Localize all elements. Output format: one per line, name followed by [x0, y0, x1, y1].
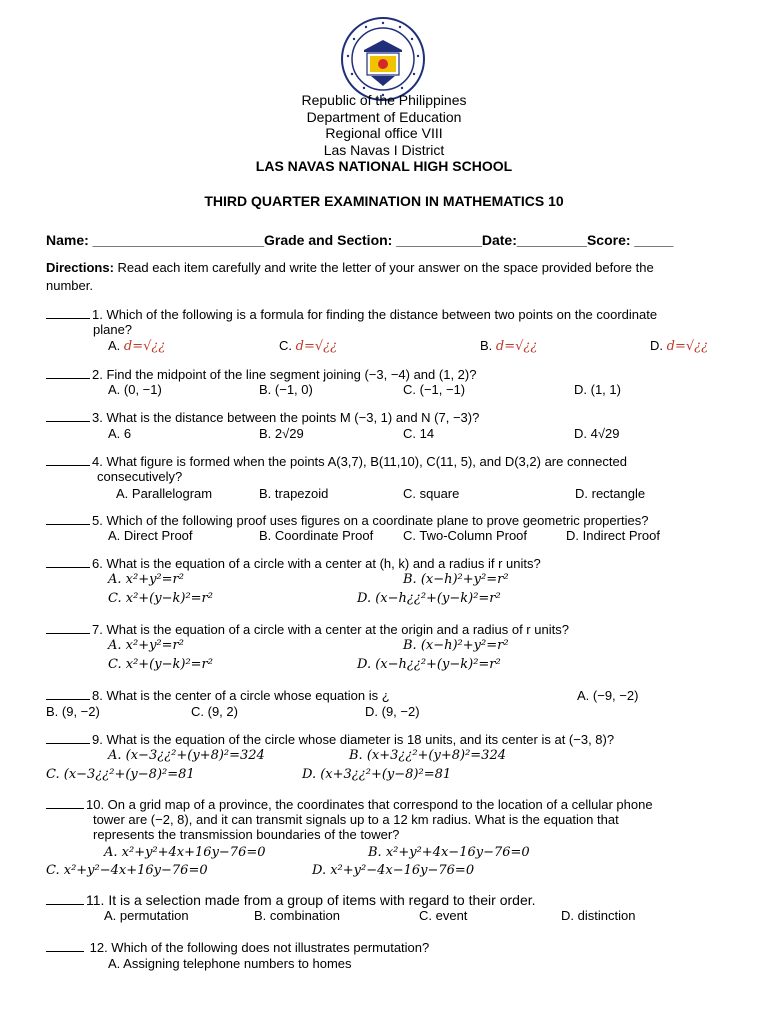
- q8-option-d: D. (9, −2): [365, 704, 420, 719]
- q7-option-d: D. (x−h¿¿²+(y−k)²=r²: [357, 657, 501, 672]
- deped-seal: [340, 16, 426, 102]
- q1-option-a: A. d=√¿¿: [108, 338, 166, 354]
- q2-option-c: C. (−1, −1): [403, 382, 466, 397]
- q10-option-a: A. x²+y²+4x+16y−76=0: [104, 845, 266, 860]
- question-6: 6. What is the equation of a circle with a center at (h, k) and a radius if r units?: [46, 556, 541, 571]
- q7-option-b: B. (x−h)²+y²=r²: [403, 638, 509, 653]
- q9-option-b: B. (x+3¿¿²+(y+8)²=324: [349, 748, 506, 763]
- q4-option-d: D. rectangle: [575, 486, 646, 501]
- answer-blank[interactable]: [46, 513, 90, 525]
- q9-option-d: D. (x+3¿¿²+(y−8)²=81: [302, 767, 452, 782]
- q6-option-c: C. x²+(y−k)²=r²: [108, 591, 213, 606]
- q10-option-d: D. x²+y²−4x−16y−76=0: [312, 863, 475, 878]
- q5-option-a: A. Direct Proof: [108, 528, 193, 543]
- header-department: Department of Education: [306, 109, 462, 125]
- q11-option-c: C. event: [419, 908, 468, 923]
- question-11: 11. It is a selection made from a group of items with regard to their order.: [46, 892, 536, 908]
- q8-option-c: C. (9, 2): [191, 704, 238, 719]
- answer-blank[interactable]: [46, 797, 84, 809]
- question-9: 9. What is the equation of the circle whose diameter is 18 units, and its center is at (−3, 8)?: [46, 732, 614, 747]
- answer-blank[interactable]: [46, 893, 84, 905]
- q5-option-c: C. Two-Column Proof: [403, 528, 528, 543]
- answer-blank[interactable]: [46, 688, 90, 700]
- answer-blank[interactable]: [46, 307, 90, 319]
- q6-option-d: D. (x−h¿¿²+(y−k)²=r²: [357, 591, 501, 606]
- directions-label: Directions:: [46, 260, 114, 275]
- answer-blank[interactable]: [46, 940, 84, 952]
- question-1-cont: plane?: [93, 322, 133, 337]
- answer-blank[interactable]: [46, 556, 90, 568]
- q2-option-b: B. (−1, 0): [259, 382, 313, 397]
- q9-option-c: C. (x−3¿¿²+(y−8)²=81: [46, 767, 195, 782]
- q6-option-b: B. (x−h)²+y²=r²: [403, 572, 509, 587]
- question-4: 4. What figure is formed when the points A(3,7), B(11,10), C(11, 5), and D(3,2) are connected: [46, 454, 627, 469]
- q2-option-a: A. (0, −1): [108, 382, 162, 397]
- answer-blank[interactable]: [46, 410, 90, 422]
- q9-option-a: A. (x−3¿¿²+(y+8)²=324: [108, 748, 265, 763]
- q1-option-d: D. d=√¿¿: [650, 338, 709, 354]
- exam-title: THIRD QUARTER EXAMINATION IN MATHEMATICS 10: [204, 193, 564, 209]
- q11-option-a: A. permutation: [104, 908, 189, 923]
- q7-option-c: C. x²+(y−k)²=r²: [108, 657, 213, 672]
- directions: [46, 260, 654, 275]
- answer-blank[interactable]: [46, 732, 90, 744]
- header-district: Las Navas I District: [323, 142, 445, 158]
- q4-option-b: B. trapezoid: [259, 486, 329, 501]
- q3-option-b: B. 2√29: [259, 426, 304, 441]
- q1-option-b: B. d=√¿¿: [480, 338, 538, 354]
- q4-option-a: A. Parallelogram: [116, 486, 213, 501]
- question-10-cont1: tower are (−2, 8), and it can transmit signals up to a 12 km radius. What is the equation that: [93, 812, 619, 827]
- q1-option-c: C. d=√¿¿: [279, 338, 338, 354]
- q5-option-d: D. Indirect Proof: [566, 528, 660, 543]
- directions-text: Read each item carefully and write the letter of your answer on the space provided before the: [113, 260, 654, 275]
- question-2: 2. Find the midpoint of the line segment joining (−3, −4) and (1, 2)?: [46, 367, 476, 382]
- q3-option-c: C. 14: [403, 426, 435, 441]
- q3-option-d: D. 4√29: [574, 426, 620, 441]
- directions-text-cont: number.: [46, 278, 93, 293]
- q6-option-a: A. x²+y²=r²: [108, 572, 184, 587]
- answer-blank[interactable]: [46, 622, 90, 634]
- answer-blank[interactable]: [46, 454, 90, 466]
- q8-option-b: B. (9, −2): [46, 704, 100, 719]
- q10-option-b: B. x²+y²+4x−16y−76=0: [368, 845, 530, 860]
- student-info-line: Name: ______________________Grade and Section: ___________Date:_________Score: _____: [46, 232, 674, 248]
- q11-option-b: B. combination: [254, 908, 340, 923]
- q5-option-b: B. Coordinate Proof: [259, 528, 374, 543]
- q12-option-a: A. Assigning telephone numbers to homes: [108, 956, 352, 971]
- q8-option-a: A. (−9, −2): [577, 688, 639, 703]
- question-7: 7. What is the equation of a circle with a center at the origin and a radius of r units?: [46, 622, 569, 637]
- question-3: 3. What is the distance between the points M (−3, 1) and N (7, −3)?: [46, 410, 479, 425]
- header-republic: Republic of the Philippines: [301, 92, 467, 108]
- question-10-cont2: represents the transmission boundaries of the tower?: [93, 827, 400, 842]
- q4-option-c: C. square: [403, 486, 460, 501]
- q2-option-d: D. (1, 1): [574, 382, 621, 397]
- q11-option-d: D. distinction: [561, 908, 636, 923]
- q7-option-a: A. x²+y²=r²: [108, 638, 184, 653]
- question-12: 12. Which of the following does not illustrates permutation?: [46, 940, 429, 955]
- question-10: 10. On a grid map of a province, the coordinates that correspond to the location of a cellular phone: [46, 797, 653, 812]
- question-1: 1. Which of the following is a formula for finding the distance between two points on the coordinate: [46, 307, 657, 322]
- question-8: 8. What is the center of a circle whose equation is ¿: [46, 688, 390, 703]
- question-4-cont: consecutively?: [97, 469, 183, 484]
- answer-blank[interactable]: [46, 367, 90, 379]
- question-5: 5. Which of the following proof uses figures on a coordinate plane to prove geometric properties?: [46, 513, 648, 528]
- q10-option-c: C. x²+y²−4x+16y−76=0: [46, 863, 208, 878]
- q3-option-a: A. 6: [108, 426, 132, 441]
- school-name: LAS NAVAS NATIONAL HIGH SCHOOL: [255, 158, 513, 174]
- header-region: Regional office VIII: [325, 125, 443, 141]
